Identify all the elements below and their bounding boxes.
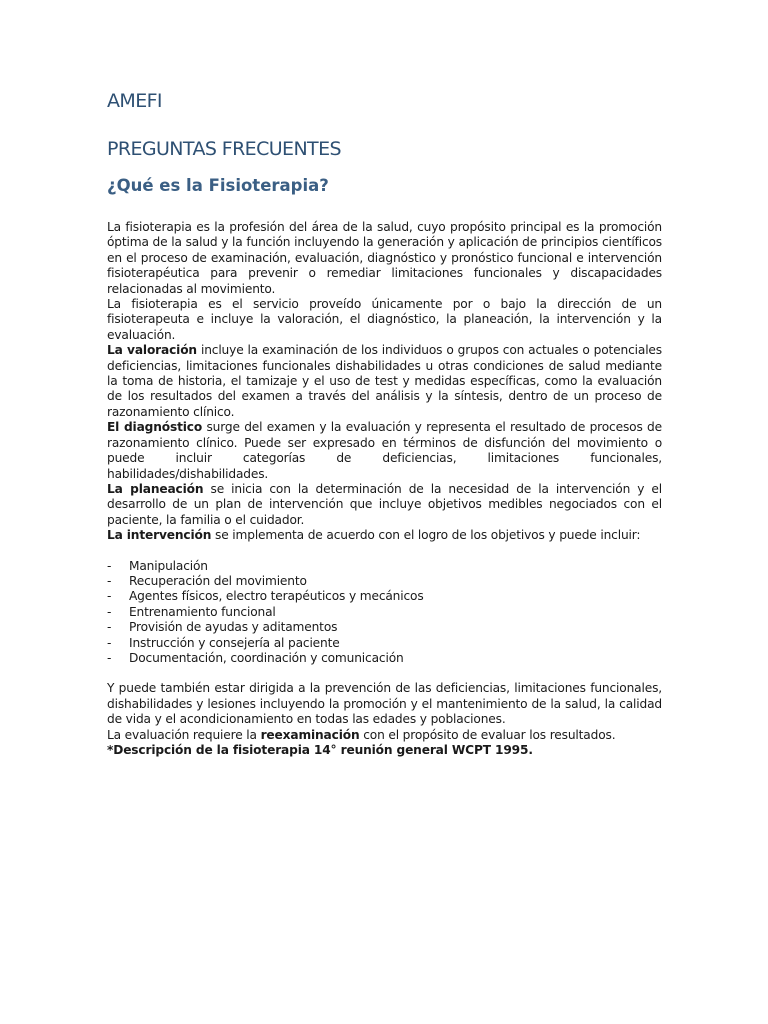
list-dash: -	[107, 604, 112, 619]
list-dash: -	[107, 635, 112, 650]
section-title: PREGUNTAS FRECUENTES	[107, 138, 341, 160]
list-item-label: Instrucción y consejería al paciente	[129, 635, 340, 650]
paragraph-valoracion	[107, 343, 662, 420]
footnote: *Descripción de la fisioterapia 14° reunión general WCPT 1995.	[107, 743, 533, 757]
text-valoracion: incluye la examinación de los individuos o grupos con actuales o potenciales deficiencias, limitaciones funcionales dishabilidades u otras condiciones de salud mediante la toma de historia, el tamizaje y el uso de test y medidas específicas, como la evaluación de los resultados del examen a través del análisis y la síntesis, dentro de un proceso de razonamiento clínico.	[107, 343, 662, 419]
list-item-label: Agentes físicos, electro terapéuticos y mecánicos	[129, 589, 424, 604]
term-valoracion: La valoración	[107, 343, 197, 358]
intervention-list	[107, 559, 662, 667]
list-item-label: Manipulación	[129, 558, 208, 573]
list-item	[107, 651, 662, 666]
question-heading: ¿Qué es la Fisioterapia?	[107, 176, 329, 195]
list-item	[107, 589, 662, 604]
text-intervencion: se implementa de acuerdo con el logro de los objetivos y puede incluir:	[211, 528, 641, 543]
text-evaluation-pre: La evaluación requiere la	[107, 727, 261, 742]
text-evaluation-post: con el propósito de evaluar los resultados.	[359, 727, 616, 742]
list-dash: -	[107, 650, 112, 665]
list-item	[107, 574, 662, 589]
list-dash: -	[107, 573, 112, 588]
term-reexaminacion: reexaminación	[260, 727, 360, 742]
org-title: AMEFI	[107, 90, 162, 112]
paragraph-service: La fisioterapia es el servicio proveído únicamente por o bajo la dirección de un fisioterapeuta e incluye la valoración, el diagnóstico, la planeación, la intervención y la evaluación.	[107, 297, 662, 342]
paragraph-prevention: Y puede también estar dirigida a la prevención de las deficiencias, limitaciones funcionales, dishabilidades y lesiones incluyendo la promoción y el mantenimiento de la salud, la calidad de vida y el acondicionamiento en todas las edades y poblaciones.	[107, 681, 662, 727]
list-dash: -	[107, 620, 112, 635]
paragraph-evaluation	[107, 728, 662, 743]
paragraph-intervencion	[107, 528, 662, 543]
paragraph-planeacion	[107, 482, 662, 528]
term-planeacion: La planeación	[107, 481, 204, 496]
list-dash: -	[107, 589, 112, 604]
list-item	[107, 636, 662, 651]
list-item-label: Recuperación del movimiento	[129, 573, 307, 588]
paragraph-diagnostico	[107, 420, 662, 482]
term-diagnostico: El diagnóstico	[107, 420, 203, 435]
list-item	[107, 605, 662, 620]
list-item-label: Documentación, coordinación y comunicación	[129, 650, 404, 665]
text-planeacion: se inicia con la determinación de la necesidad de la intervención y el desarrollo de un plan de intervención que incluye objetivos medibles negociados con el paciente, la familia o el cuidador.	[107, 481, 662, 527]
list-item-label: Provisión de ayudas y aditamentos	[129, 620, 338, 635]
paragraph-definition: La fisioterapia es la profesión del área de la salud, cuyo propósito principal es la promoción óptima de la salud y la función incluyendo la generación y aplicación de principios científicos en el proceso de examinación, evaluación, diagnóstico y pronóstico funcional e intervención fisioterapéutica para prevenir o remediar limitaciones funcionales y discapacidades relacionadas al movimiento.	[107, 220, 662, 296]
term-intervencion: La intervención	[107, 528, 212, 543]
text-diagnostico: surge del examen y la evaluación y representa el resultado de procesos de razonamiento clínico. Puede ser expresado en términos de disfunción del movimiento o puede incluir categorías de deficiencias, limitaciones funcionales, habilidades/dishabilidades.	[107, 420, 662, 481]
list-dash: -	[107, 558, 112, 573]
list-item	[107, 559, 662, 574]
list-item	[107, 620, 662, 635]
list-item-label: Entrenamiento funcional	[129, 604, 276, 619]
